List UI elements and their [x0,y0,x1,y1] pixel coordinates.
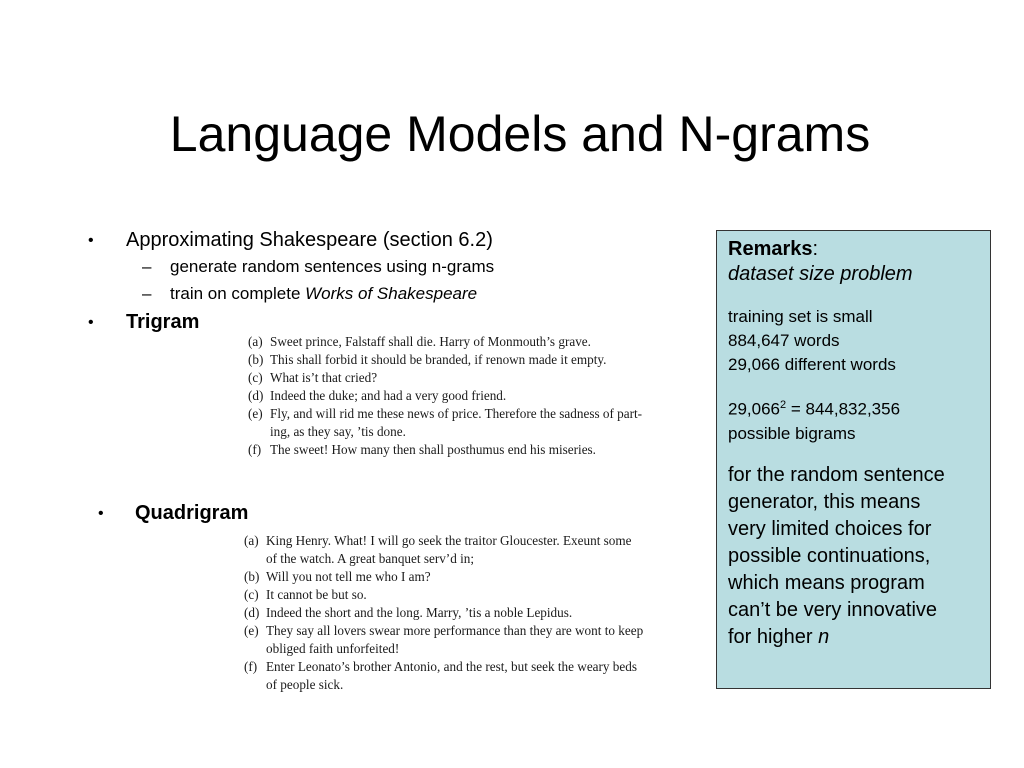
quadrigram-samples [244,532,684,694]
quadrigram-heading: Quadrigram [135,502,249,524]
sample-line: Will you not tell me who I am? [266,569,431,584]
sample-text [266,604,684,622]
trigram-sample-row [248,333,688,351]
bullet-approximating-shakespeare: Approximating Shakespeare (section 6.2) [126,229,493,251]
remarks-paragraph-line: possible continuations, [728,544,931,567]
trigram-sample-row [248,405,688,441]
sample-label: (a) [248,334,263,349]
works-of-shakespeare: Works of Shakespeare [305,284,478,303]
quadrigram-sample-row [244,568,684,586]
sample-text [270,369,688,387]
sub-bullet-dash: – [142,257,152,276]
remarks-last-line [728,624,980,651]
bullet-dot: • [98,505,104,522]
sample-line: This shall forbid it should be branded, if renown made it empty. [270,352,607,367]
sample-label: (c) [244,587,259,602]
sub-bullet-train-prefix: train on complete [170,284,306,303]
sample-label: (d) [248,388,264,403]
sample-line: The sweet! How many then shall posthumus end his miseries. [270,442,596,457]
sample-label: (f) [248,442,262,457]
formula-exponent: 2 [780,399,787,411]
sample-label: (e) [244,623,259,638]
sample-line: What is’t that cried? [270,370,378,385]
remarks-n: n [818,625,830,648]
sample-label: (d) [244,605,260,620]
sample-line: They say all lovers swear more performance than they are wont to keep [266,623,644,638]
remarks-heading: Remarks [728,238,813,260]
remarks-formula [728,393,980,422]
remarks-paragraph-line: very limited choices for [728,517,932,540]
trigram-heading: Trigram [126,311,200,333]
bullet-dot: • [88,232,94,249]
sample-line: King Henry. What! I will go seek the traitor Gloucester. Exeunt some [266,533,632,548]
sample-line: Fly, and will rid me these news of price. Therefore the sadness of part- [270,406,643,421]
sample-line: It cannot be but so. [266,587,367,602]
remarks-colon: : [812,238,819,260]
sample-text [270,441,688,459]
bullet-dot: • [88,314,94,331]
sample-label: (b) [248,352,264,367]
sub-bullet-train [170,283,477,305]
sample-text [266,532,684,568]
sample-text [266,622,684,658]
trigram-samples [248,333,688,459]
sample-line: Enter Leonato’s brother Antonio, and the rest, but seek the weary beds [266,659,637,674]
remarks-heading-line [728,237,980,261]
remarks-different-words: 29,066 different words [728,355,896,374]
sample-line: of the watch. A great banquet serv’d in; [266,551,475,566]
sample-text [266,586,684,604]
sample-label: (e) [248,406,263,421]
sample-label: (a) [244,533,259,548]
sample-text [270,387,688,405]
remarks-subtitle: dataset size problem [728,263,913,285]
sample-text [270,333,688,351]
sample-text [270,405,688,441]
sample-line: Indeed the duke; and had a very good friend. [270,388,507,403]
remarks-last-prefix: for higher [728,625,819,648]
remarks-box [716,230,991,689]
sample-text [266,658,684,694]
sample-line: Indeed the short and the long. Marry, ’tis a noble Lepidus. [266,605,573,620]
slide-title: Language Models and N-grams [169,106,871,162]
quadrigram-sample-row [244,604,684,622]
formula-result: = 844,832,356 [786,399,901,419]
trigram-sample-row [248,369,688,387]
quadrigram-sample-row [244,622,684,658]
sample-label: (f) [244,659,258,674]
remarks-paragraph-line: generator, this means [728,490,921,513]
quadrigram-sample-row [244,532,684,568]
sample-line: obliged faith unforfeited! [266,641,400,656]
trigram-sample-row [248,441,688,459]
sample-line: ing, as they say, ’tis done. [270,424,406,439]
formula-base: 29,066 [728,399,780,419]
sub-bullet-generate: generate random sentences using n-grams [170,257,495,276]
sub-bullet-dash: – [142,284,152,303]
sample-text [270,351,688,369]
sample-label: (b) [244,569,260,584]
remarks-paragraph-line: which means program [728,571,925,594]
remarks-possible-bigrams: possible bigrams [728,423,856,443]
remarks-paragraph [728,462,980,624]
sample-text [266,568,684,586]
remarks-word-count: 884,647 words [728,331,840,350]
trigram-sample-row [248,387,688,405]
trigram-sample-row [248,351,688,369]
remarks-paragraph-line: can’t be very innovative [728,598,938,621]
quadrigram-sample-row [244,658,684,694]
sample-line: Sweet prince, Falstaff shall die. Harry of Monmouth’s grave. [270,334,591,349]
sample-label: (c) [248,370,263,385]
remarks-training-small: training set is small [728,307,873,326]
quadrigram-sample-row [244,586,684,604]
remarks-paragraph-line: for the random sentence [728,463,945,486]
sample-line: of people sick. [266,677,344,692]
